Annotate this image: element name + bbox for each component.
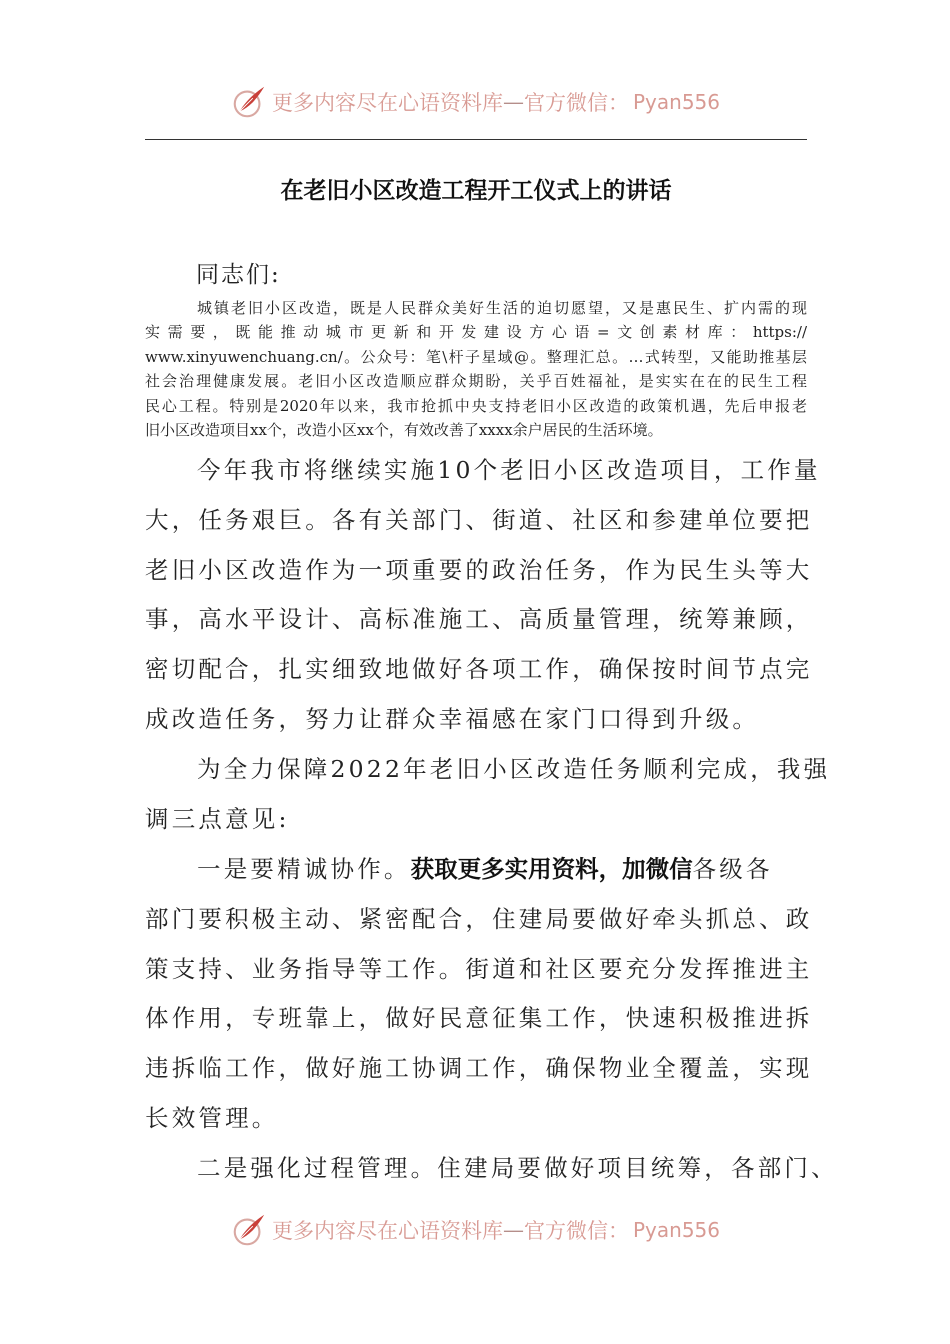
feather-quill-logo-icon bbox=[230, 83, 268, 121]
text-line: 二是强化过程管理。住建局要做好项目统筹，各部门、 bbox=[197, 1154, 838, 1182]
small-print-paragraph bbox=[145, 296, 807, 442]
feather-quill-logo-icon bbox=[230, 1211, 268, 1249]
footer-banner bbox=[0, 1208, 950, 1252]
banner-text: 更多内容尽在心语资料库 bbox=[271, 91, 503, 115]
small-line: www.xinyuwenchuang.cn/。公众号：笔\杆子星域@。整理汇总。…式转型，又能助推基层 bbox=[145, 347, 807, 366]
small-line: 实需要，既能推动城市更新和开发建设方心语=文创素材库：https:// bbox=[145, 323, 807, 342]
point-one-lead: 一是要精诚协作。 bbox=[197, 855, 411, 883]
text-fragment: 各级各 bbox=[692, 855, 773, 883]
paragraph-2 bbox=[145, 745, 831, 845]
banner-suffix: 官方微信： bbox=[523, 91, 629, 115]
document-title: 在老旧小区改造工程开工仪式上的讲话 bbox=[280, 177, 672, 204]
wechat-id: Pyan556 bbox=[632, 90, 720, 114]
greeting: 同志们: bbox=[196, 262, 281, 288]
small-line: 城镇老旧小区改造，既是人民群众美好生活的迫切愿望，又是惠民生、扩内需的现 bbox=[197, 299, 807, 317]
text-line: 体作用，专班靠上，做好民意征集工作，快速积极推进拆 bbox=[145, 1004, 813, 1033]
text-line: 部门要积极主动、紧密配合，住建局要做好牵头抓总、政 bbox=[145, 904, 813, 933]
text-line: 事，高水平设计、高标准施工、高质量管理，统筹兼顾， bbox=[145, 605, 813, 634]
banner-separator: — bbox=[502, 90, 524, 114]
text-line: 今年我市将继续实施10个老旧小区改造项目，工作量 bbox=[197, 456, 821, 484]
text-line: 为全力保障2022年老旧小区改造任务顺利完成，我强 bbox=[197, 755, 831, 783]
text-line: 长效管理。 bbox=[145, 1103, 279, 1132]
banner-suffix: 官方微信： bbox=[523, 1219, 629, 1243]
wechat-id: Pyan556 bbox=[632, 1218, 720, 1242]
text-line: 调三点意见: bbox=[145, 804, 290, 833]
text-line bbox=[145, 845, 807, 895]
banner-separator: — bbox=[502, 1218, 524, 1242]
header-banner bbox=[0, 80, 950, 124]
text-line: 成改造任务，努力让群众幸福感在家门口得到升级。 bbox=[145, 704, 760, 733]
paragraph-4 bbox=[145, 1144, 838, 1194]
text-line: 策支持、业务指导等工作。街道和社区要充分发挥推进主 bbox=[145, 954, 813, 983]
text-line: 老旧小区改造作为一项重要的政治任务，作为民生头等大 bbox=[145, 555, 813, 584]
promo-highlight: 获取更多实用资料，加微信 bbox=[410, 855, 693, 883]
header-divider bbox=[145, 139, 807, 140]
text-line: 违拆临工作，做好施工协调工作，确保物业全覆盖，实现 bbox=[145, 1054, 813, 1083]
small-line: 民心工程。特别是2020年以来，我市抢抓中央支持老旧小区改造的政策机遇，先后申报老 bbox=[145, 396, 807, 415]
small-line: 社会治理健康发展。老旧小区改造顺应群众期盼，关乎百姓福祉，是实实在在的民生工程 bbox=[145, 372, 807, 391]
text-line: 密切配合，扎实细致地做好各项工作，确保按时间节点完 bbox=[145, 655, 813, 684]
paragraph-1 bbox=[145, 446, 821, 745]
text-line: 大，任务艰巨。各有关部门、街道、社区和参建单位要把 bbox=[145, 505, 813, 534]
paragraph-3 bbox=[145, 845, 813, 1144]
banner-text: 更多内容尽在心语资料库 bbox=[271, 1219, 503, 1243]
small-line: 旧小区改造项目xx个，改造小区xx个，有效改善了xxxx余户居民的生活环境。 bbox=[145, 421, 663, 440]
